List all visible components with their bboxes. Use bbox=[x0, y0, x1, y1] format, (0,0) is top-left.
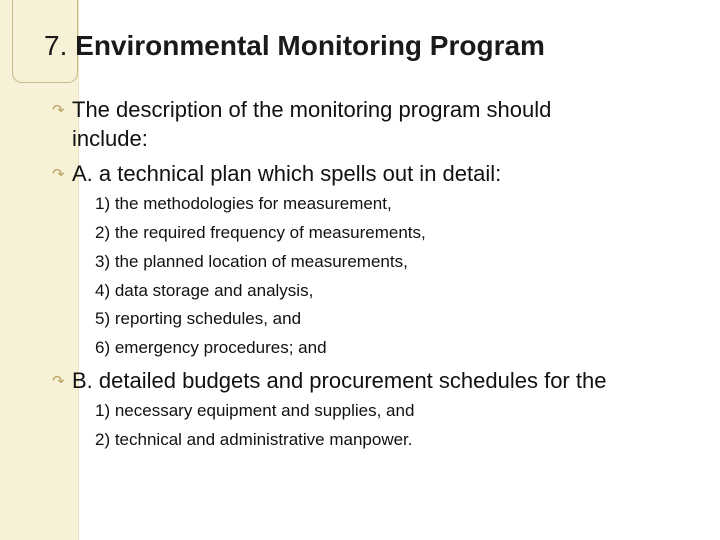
plan-item: 6) emergency procedures; and bbox=[95, 338, 327, 357]
plan-item: 1) the methodologies for measurement, bbox=[95, 194, 392, 213]
plan-item: 4) data storage and analysis, bbox=[95, 281, 314, 300]
budget-item: 1) necessary equipment and supplies, and bbox=[95, 401, 415, 420]
slide-title bbox=[44, 30, 545, 62]
title-text: Environmental Monitoring Program bbox=[75, 30, 545, 61]
plan-item: 2) the required frequency of measurements, bbox=[95, 223, 426, 242]
budget-item: 2) technical and administrative manpower. bbox=[95, 430, 413, 449]
curved-arrow-bullet-icon: ↷ bbox=[52, 166, 65, 183]
bullet-description-line2: include: bbox=[72, 126, 148, 151]
curved-arrow-bullet-icon: ↷ bbox=[52, 102, 65, 119]
title-number: 7. bbox=[44, 30, 76, 61]
bullet-budgets-text: B. detailed budgets and procurement schedules for the bbox=[72, 368, 607, 393]
bullet-description bbox=[52, 96, 551, 153]
bullet-description-line1: The description of the monitoring program should bbox=[72, 97, 552, 122]
bullet-technical-plan-text: A. a technical plan which spells out in detail: bbox=[72, 161, 502, 186]
bullet-budgets bbox=[52, 367, 606, 396]
bullet-technical-plan bbox=[52, 160, 501, 189]
plan-item: 5) reporting schedules, and bbox=[95, 309, 302, 328]
curved-arrow-bullet-icon: ↷ bbox=[52, 373, 65, 390]
plan-item: 3) the planned location of measurements, bbox=[95, 252, 408, 271]
